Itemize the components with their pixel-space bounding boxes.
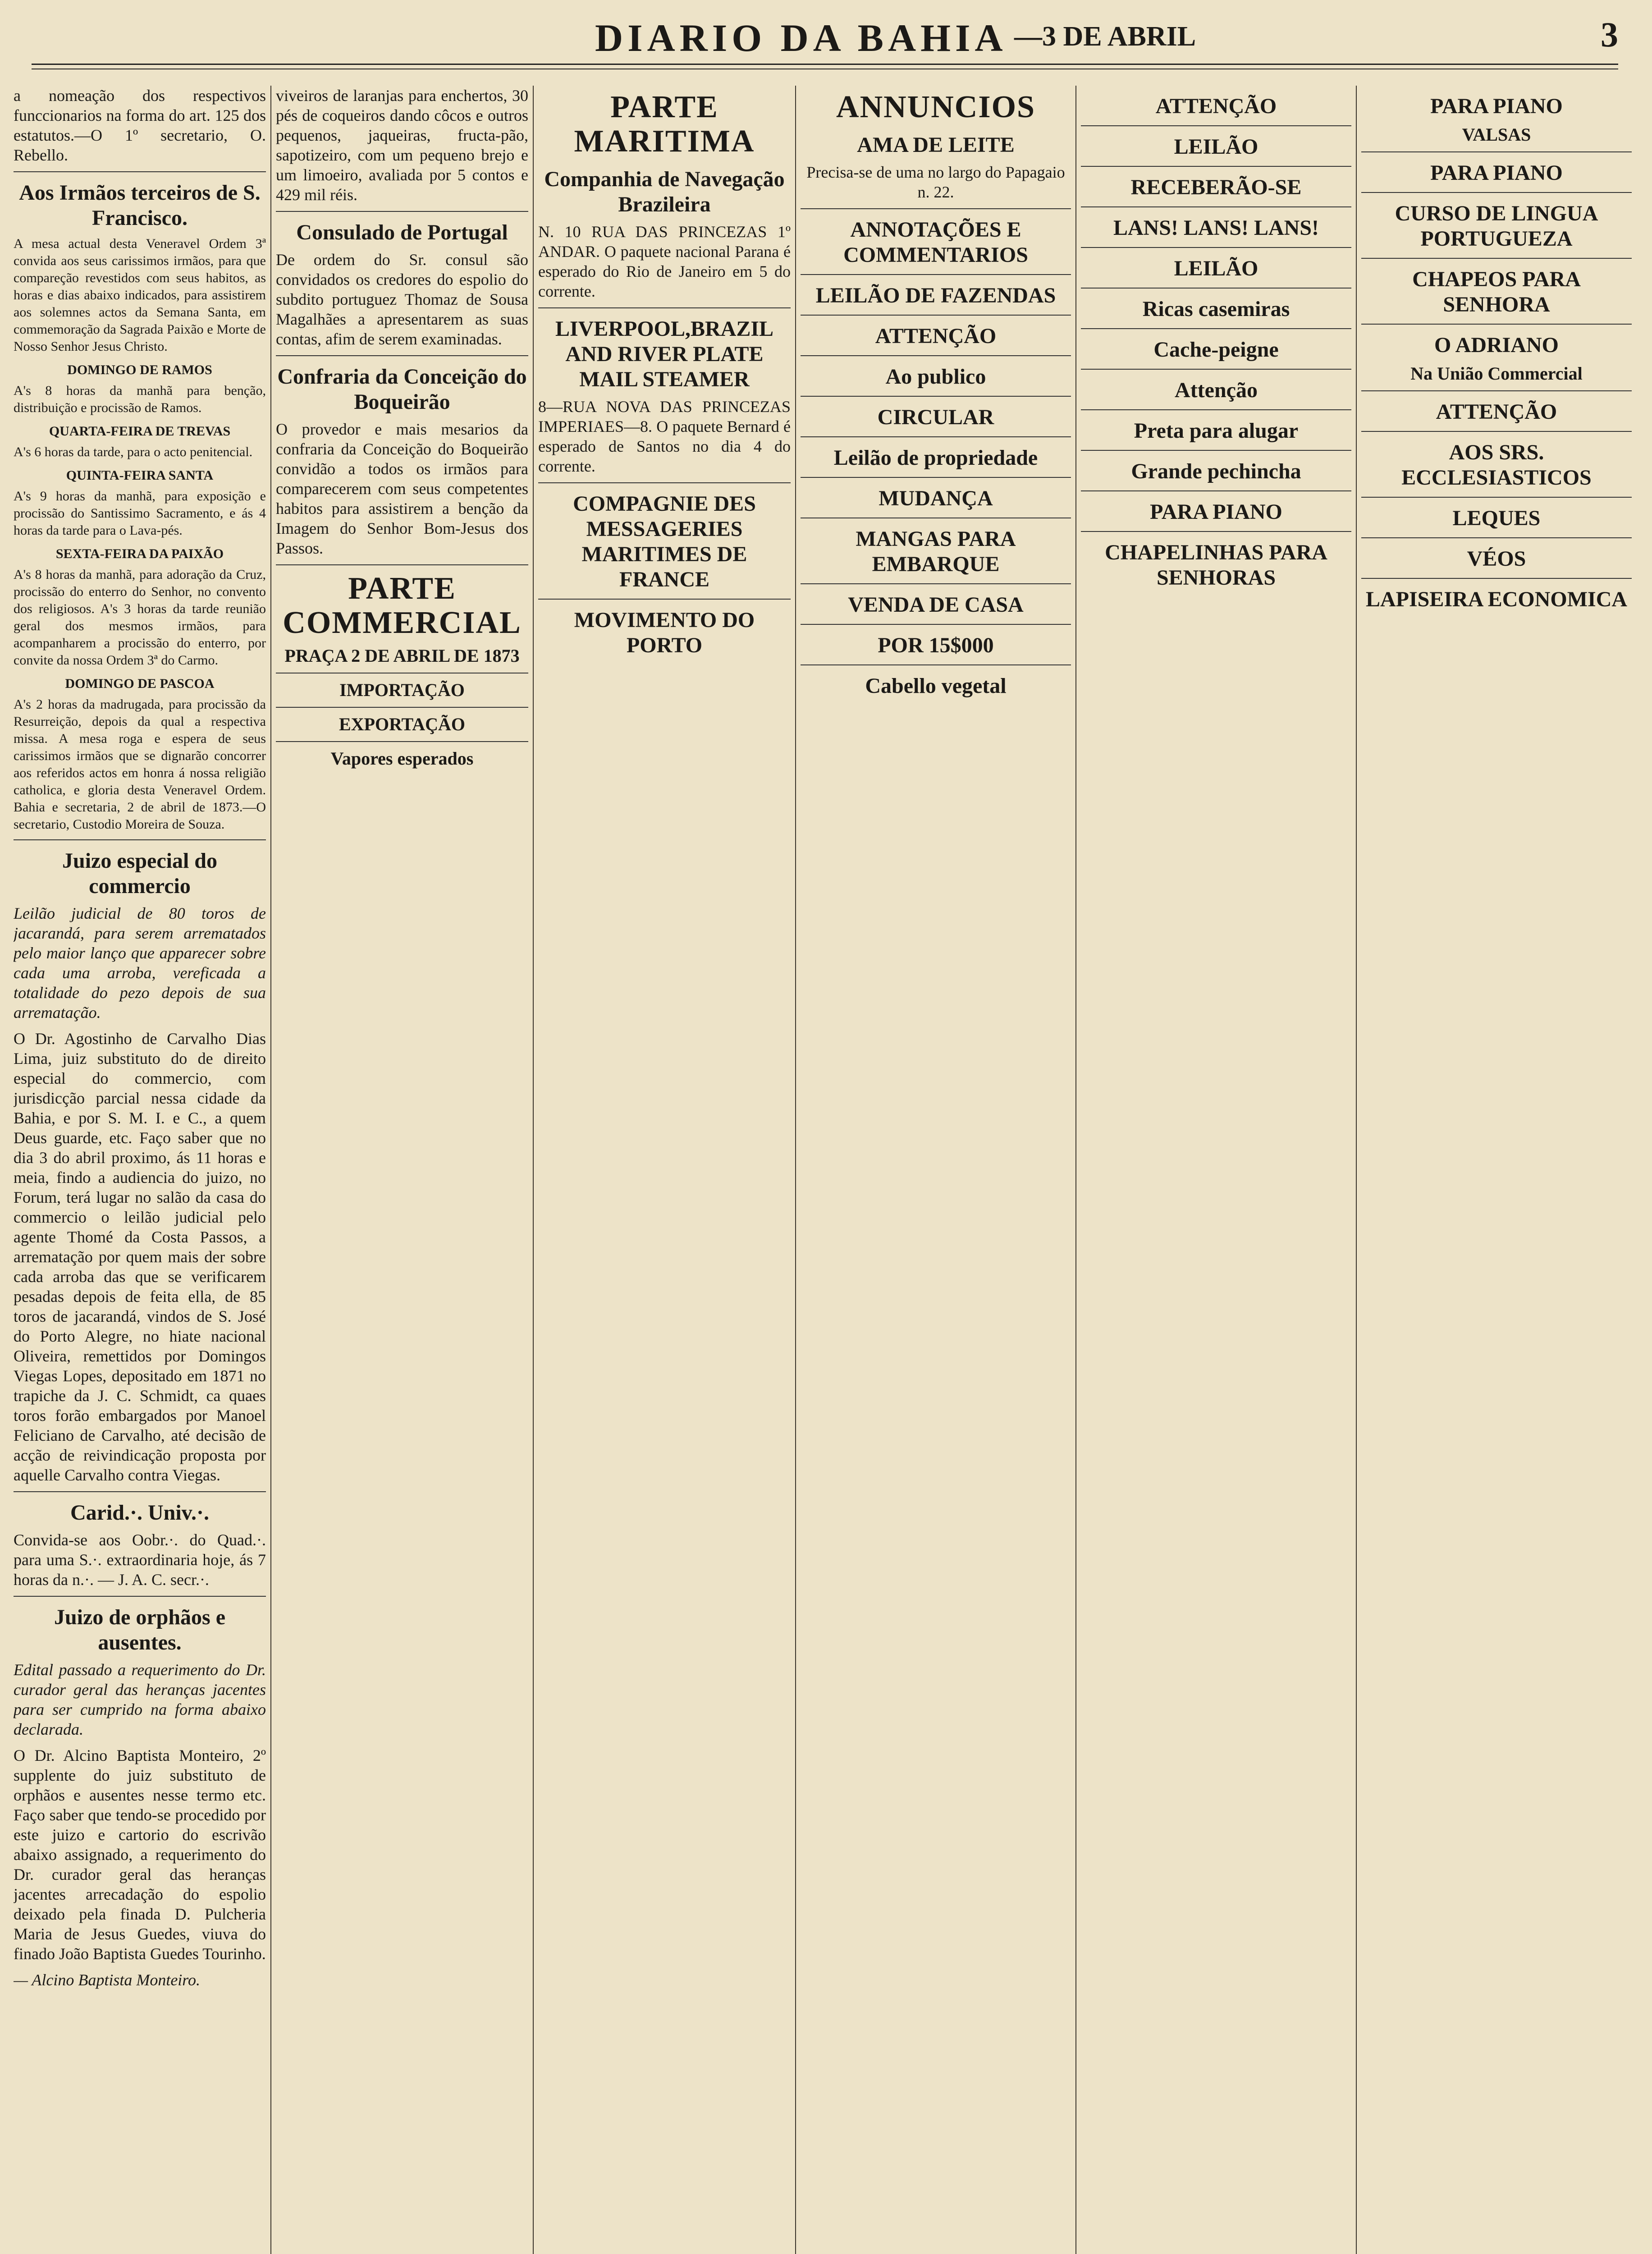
column-3 xyxy=(538,86,791,2254)
divider xyxy=(276,211,528,212)
heading-mudanca: MUDANÇA xyxy=(879,486,993,510)
column-rule xyxy=(270,86,271,2254)
divider xyxy=(14,1491,266,1492)
divider xyxy=(1081,490,1351,491)
divider xyxy=(276,355,528,356)
heading-ao-publico: Ao publico xyxy=(885,365,986,389)
heading-lans: LANS! LANS! LANS! xyxy=(1113,216,1319,240)
divider xyxy=(801,664,1071,665)
heading-chapeos: CHAPEOS PARA SENHORA xyxy=(1412,267,1581,316)
divider xyxy=(1361,431,1632,432)
divider xyxy=(1361,151,1632,152)
heading-sexta: SEXTA-FEIRA DA PAIXÃO xyxy=(55,546,224,561)
domingo-body: A's 2 horas da madrugada, para procissão da Resurreição, depois da qual a respectiva missa. A mesa roga e espera de seus carissimos irmãos que se dignarão concorrer aos referidos actos em honra á nossa religião catholica, e gloria desta Veneravel Ordem. Bahia e secretaria, 2 de abril de 1873.—O secretario, Custodio Moreira de Souza. xyxy=(14,697,266,832)
divider xyxy=(801,477,1071,478)
quinta-body: A's 9 horas da manhã, para exposição e procissão do Santissimo Sacramento, e ás 4 horas da tarde para o Lava-pés. xyxy=(14,489,266,538)
juizo-lead: Leilão judicial de 80 toros de jacarandá, para serem arrematados pelo maior lanço que apparecer sobre cada uma arroba, vereficada a totalidade do pezo depois de sua arrematação. xyxy=(14,904,266,1022)
column-rule xyxy=(533,86,534,2254)
heading-recebera: RECEBERÃO-SE xyxy=(1130,175,1302,199)
heading-pechincha: Grande pechincha xyxy=(1131,459,1301,483)
column-6 xyxy=(1361,86,1632,2254)
heading-curso: CURSO DE LINGUA PORTUGUEZA xyxy=(1395,202,1598,251)
divider xyxy=(1081,450,1351,451)
divider xyxy=(1081,369,1351,370)
divider xyxy=(276,741,528,742)
ama-body: Precisa-se de uma no largo do Papagaio n. 22. xyxy=(806,163,1065,201)
column-rule xyxy=(795,86,796,2254)
heading-ecclesiasticos: AOS SRS. ECCLESIASTICOS xyxy=(1401,440,1592,490)
divider xyxy=(801,355,1071,356)
divider xyxy=(538,307,791,308)
divider xyxy=(801,624,1071,625)
section-parte-commercial: PARTE COMMERCIAL xyxy=(283,571,522,640)
section-parte-maritima: PARTE MARITIMA xyxy=(574,90,755,159)
heading-piano-2: PARA PIANO xyxy=(1430,161,1563,185)
divider xyxy=(801,208,1071,209)
col2-intro: viveiros de laranjas para enchertos, 30 pés de coqueiros dando côcos e outros pequenos, jaqueiras, fructa-pão, sapotizeiro, com um pequeno brejo e um limoeiro, avaliada por 5 contos e 429 mil réis. xyxy=(276,87,528,204)
heading-leilao-propriedade: Leilão de propriedade xyxy=(833,446,1038,470)
trevas-body: A's 6 horas da tarde, para o acto penitencial. xyxy=(14,444,253,459)
divider xyxy=(1361,258,1632,259)
divider xyxy=(538,482,791,483)
column-rule xyxy=(1075,86,1076,2254)
heading-mangas: MANGAS PARA EMBARQUE xyxy=(856,527,1016,576)
heading-importacao: IMPORTAÇÃO xyxy=(339,680,465,700)
divider xyxy=(801,274,1071,275)
heading-trevas: QUARTA-FEIRA DE TREVAS xyxy=(49,424,231,439)
divider xyxy=(1081,125,1351,126)
divider xyxy=(276,564,528,565)
issue-date: —3 DE ABRIL xyxy=(1014,21,1196,52)
orfaos-body: O Dr. Alcino Baptista Monteiro, 2º supplente do juiz substituto de orphãos e ausentes nesse termo etc. Faço saber que tendo-se procedido por este juizo e cartorio do escrivão abaixo assignado, a requerimento do Dr. curador geral das heranças jacentes arrecadação do espolio deixado pela finada D. Pulcheria Maria de Jesus Guedes, viuva do finado João Baptista Guedes Tourinho. xyxy=(14,1746,266,1963)
divider xyxy=(1081,328,1351,329)
heading-quinta: QUINTA-FEIRA SANTA xyxy=(66,468,214,483)
heading-exportacao: EXPORTAÇÃO xyxy=(339,714,466,734)
heading-orfaos: Juizo de orphãos e ausentes. xyxy=(54,1605,225,1654)
divider xyxy=(14,171,266,172)
column-2 xyxy=(276,86,528,2254)
masthead xyxy=(32,11,1618,69)
column-1 xyxy=(14,86,266,2254)
heading-ama: AMA DE LEITE xyxy=(857,133,1015,157)
divider xyxy=(1361,192,1632,193)
heading-consulado: Consulado de Portugal xyxy=(296,220,508,244)
divider xyxy=(1081,206,1351,207)
divider xyxy=(1361,578,1632,579)
divider xyxy=(1081,247,1351,248)
heading-attencao: ATTENÇÃO xyxy=(1436,400,1557,424)
heading-attencao: ATTENÇÃO xyxy=(1155,94,1277,118)
column-rule xyxy=(1356,86,1357,2254)
heading-para-piano: PARA PIANO xyxy=(1150,500,1282,524)
heading-por: POR 15$000 xyxy=(878,633,994,657)
ramos-body: A's 8 horas da manhã para benção, distribuição e procissão de Ramos. xyxy=(14,383,266,415)
divider xyxy=(801,583,1071,584)
heading-circular: CIRCULAR xyxy=(877,405,994,429)
heading-venda-casa: VENDA DE CASA xyxy=(848,593,1024,617)
divider xyxy=(1081,166,1351,167)
divider xyxy=(538,599,791,600)
newspaper-title: DIARIO DA BAHIA xyxy=(595,16,1007,60)
heading-leilao: LEILÃO xyxy=(1174,135,1258,159)
divider xyxy=(801,436,1071,437)
irmaos-body: A mesa actual desta Veneravel Ordem 3ª convida aos seus carissimos irmãos, para que compareção revestidos com seus habitos, as horas e dias abaixo indicados, para assistirem aos solemnes actos da Semana Santa, em commemoração da Sagrada Paixão e Morte de Nosso Senhor Jesus Christo. xyxy=(14,236,266,354)
heading-piano: PARA PIANO xyxy=(1430,94,1563,118)
divider xyxy=(1361,497,1632,498)
subheading-uniao: Na União Commercial xyxy=(1410,363,1583,384)
heading-cache-peigne: Cache-peigne xyxy=(1153,338,1279,362)
divider xyxy=(1081,409,1351,410)
heading-cabello: Cabello vegetal xyxy=(865,674,1007,698)
page-number: 3 xyxy=(1601,15,1618,54)
heading-leilao-2: LEILÃO xyxy=(1174,257,1258,280)
heading-movimento: MOVIMENTO DO PORTO xyxy=(574,608,755,657)
heading-confraria: Confraria da Conceição do Boqueirão xyxy=(277,365,527,414)
divider xyxy=(1361,390,1632,391)
column-5 xyxy=(1081,86,1351,2254)
divider xyxy=(801,396,1071,397)
divider xyxy=(1361,537,1632,538)
column-4 xyxy=(801,86,1071,2254)
heading-leilao-fazendas: LEILÃO DE FAZENDAS xyxy=(815,284,1056,307)
divider xyxy=(14,1596,266,1597)
signature: — Alcino Baptista Monteiro. xyxy=(14,1971,200,1989)
heading-ramos: DOMINGO DE RAMOS xyxy=(67,362,212,377)
juizo-body: O Dr. Agostinho de Carvalho Dias Lima, juiz substituto do de direito especial do commercio, com jurisdicção parcial nessa cidade da Bahia, e por S. M. I. e C., a quem Deus guarde, etc. Faço saber que no dia 3 do abril proximo, ás 11 horas e meia, findo a audiencia do juizo, no Forum, terá lugar no salão da casa do commercio o leilão judicial pelo agente Thomé da Costa Passos, a arrematação por quem mais der sobre cada arroba das que se verificarem pesadas depois de feita ella, de 85 toros de jacarandá, vindos de S. José do Porto Alegre, no hiate nacional Oliveira, remettidos por Domingos Viegas Lopes, depositado em 1871 no trapiche da J. C. Schmidt, ca quaes toros forão embargados por Manoel Feliciano de Carvalho, até decisão de acção de reivindicação proposta por aquelle Carvalho contra Viegas. xyxy=(14,1030,266,1484)
heading-messageries: COMPAGNIE DES MESSAGERIES MARITIMES DE FRANCE xyxy=(573,492,756,591)
divider xyxy=(276,707,528,708)
heading-lapiseira: LAPISEIRA ECONOMICA xyxy=(1365,587,1628,611)
heading-veos: VÉOS xyxy=(1467,547,1526,571)
carid-body: Convida-se aos Oobr.·. do Quad.·. para uma S.·. extraordinaria hoje, ás 7 horas da n.·. — J. A. C. secr.·. xyxy=(14,1531,266,1589)
heading-leques: LEQUES xyxy=(1452,506,1541,530)
praca-date: PRAÇA 2 DE ABRIL DE 1873 xyxy=(284,646,520,666)
divider xyxy=(14,839,266,840)
heading-chapelinhas: CHAPELINHAS PARA SENHORAS xyxy=(1105,541,1327,590)
companhia-body: N. 10 RUA DAS PRINCEZAS 1º ANDAR. O paquete nacional Parana é esperado do Rio de Janeiro em 5 do corrente. xyxy=(538,223,791,300)
heading-irmaos: Aos Irmãos terceiros de S. Francisco. xyxy=(19,181,261,230)
liverpool-body: 8—RUA NOVA DAS PRINCEZAS IMPERIAES—8. O paquete Bernard é esperado de Santos no dia 4 do corrente. xyxy=(538,398,791,475)
heading-preta: Preta para alugar xyxy=(1134,419,1299,443)
heading-attencao: ATTENÇÃO xyxy=(875,324,997,348)
orfaos-lead: Edital passado a requerimento do Dr. curador geral das heranças jacentes para ser cumprido na forma abaixo declarada. xyxy=(14,1661,266,1738)
heading-juizo-commercio: Juizo especial do commercio xyxy=(62,849,217,898)
sexta-body: A's 8 horas da manhã, para adoração da Cruz, procissão do enterro do Senhor, no convento dos religiosos. A's 3 horas da tarde reunião geral dos mesmos irmãos, para acompanharem a procissão do enterro, por convite da nossa Ordem 3ª do Carmo. xyxy=(14,567,266,668)
article-intro: a nomeação dos respectivos funccionarios na forma do art. 125 dos estatutos.—O 1º secretario, O. Rebello. xyxy=(14,87,266,164)
heading-adriano: O ADRIANO xyxy=(1434,333,1559,357)
confraria-body: O provedor e mais mesarios da confraria da Conceição do Boqueirão convidão a todos os irmãos para comparecerem com seus competentes habitos para assistirem a benção da Imagem do Senhor Bom-Jesus dos Passos. xyxy=(276,420,528,557)
divider xyxy=(1361,324,1632,325)
subheading-valsas: VALSAS xyxy=(1462,124,1531,145)
heading-attencao-2: Attenção xyxy=(1175,378,1258,402)
divider xyxy=(801,315,1071,316)
heading-domingo: DOMINGO DE PASCOA xyxy=(65,676,215,691)
heading-casemiras: Ricas casemiras xyxy=(1142,297,1290,321)
heading-companhia: Companhia de Navegação Brazileira xyxy=(544,167,785,216)
section-annuncios: ANNUNCIOS xyxy=(836,90,1035,124)
heading-carid: Carid.·. Univ.·. xyxy=(70,1501,210,1525)
heading-annotacoes: ANNOTAÇÕES E COMMENTARIOS xyxy=(843,218,1028,267)
masthead-rule xyxy=(32,64,1618,69)
heading-vapores: Vapores esperados xyxy=(330,748,474,769)
divider xyxy=(1081,288,1351,289)
divider xyxy=(1081,531,1351,532)
heading-liverpool: LIVERPOOL,BRAZIL AND RIVER PLATE MAIL STEAMER xyxy=(555,317,774,391)
consulado-body: De ordem do Sr. consul são convidados os credores do espolio do subdito portuguez Thomaz de Sousa Magalhães a apresentarem as suas contas, afim de serem examinadas. xyxy=(276,251,528,348)
